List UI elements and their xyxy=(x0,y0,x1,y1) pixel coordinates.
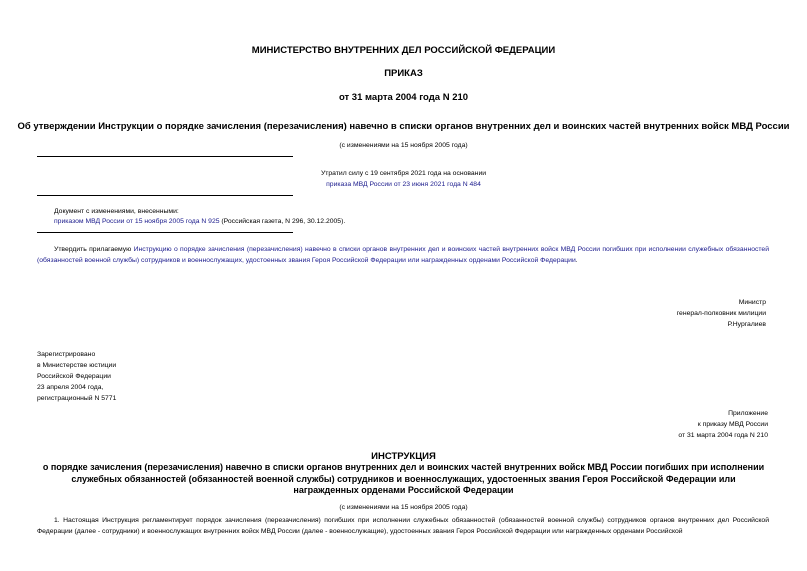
registration-block xyxy=(37,349,116,404)
divider xyxy=(37,156,293,157)
lost-force-text: Утратил силу с 19 сентября 2021 года на основании xyxy=(320,170,487,177)
doc-title: Об утверждении Инструкции о порядке зачисления (перезачисления) навечно в списки органов внутренних дел и воинских частей внутренних войск МВД России xyxy=(17,121,790,132)
lost-force-link[interactable]: приказа МВД России от 23 июня 2021 года N 484 xyxy=(326,181,481,188)
instruction-paragraph-1: 1. Настоящая Инструкция регламентирует порядок зачисления (перезачисления) погибших при исполнении служебных обязанностей (обязанностей военной службы) сотрудников органов внутренних дел Российской Федерации (далее - сотрудники) и военнослужащих внутренних войск МВД России (далее - военнослужащие), удостоенных звания Героя Российской Федерации или награжденных орденами Российской xyxy=(37,517,769,535)
changes-source: (Российская газета, N 296, 30.12.2005). xyxy=(219,218,346,225)
divider xyxy=(37,195,293,196)
appendix-line: к приказу МВД России xyxy=(697,421,768,428)
signature-name: Р.Нургалиев xyxy=(727,321,766,328)
signature-title: Министр xyxy=(738,299,766,306)
doc-type-heading: ПРИКАЗ xyxy=(384,68,423,79)
doc-date-number: от 31 марта 2004 года N 210 xyxy=(338,92,469,103)
registration-line: Зарегистрировано xyxy=(37,351,96,358)
registration-line: регистрационный N 5771 xyxy=(37,395,117,402)
approve-paragraph xyxy=(37,244,769,266)
approve-instruction-link[interactable]: Инструкцию о порядке зачисления (перезачисления) навечно в списки органов внутренних дел и воинских частей внутренних войск МВД России погибших при исполнении служебных обязанностей (обязанностей военной службы) сотрудников и военнослужащих, удостоенных звания Героя Российской Федерации или награжденных орденами Российской Федерации xyxy=(37,246,769,264)
changes-intro: Документ с изменениями, внесенными: xyxy=(54,208,179,215)
instruction-heading: ИНСТРУКЦИЯ xyxy=(371,451,436,462)
appendix-line: от 31 марта 2004 года N 210 xyxy=(678,432,768,439)
appendix-block xyxy=(560,408,768,441)
divider xyxy=(37,232,293,233)
amended-note: (с изменениями на 15 ноября 2005 года) xyxy=(339,142,468,149)
changes-link[interactable]: приказом МВД России от 15 ноября 2005 года N 925 xyxy=(54,218,220,225)
registration-line: 23 апреля 2004 года, xyxy=(37,384,104,391)
instruction-amended: (с изменениями на 15 ноября 2005 года) xyxy=(339,504,468,511)
ministry-heading: МИНИСТЕРСТВО ВНУТРЕННИХ ДЕЛ РОССИЙСКОЙ ФЕДЕРАЦИИ xyxy=(251,45,556,56)
instruction-subtitle: о порядке зачисления (перезачисления) навечно в списки органов внутренних дел и воинских частей внутренних войск МВД России погибших при исполнении служебных обязанностей (обязанностей военной службы) сотрудников и военнослужащих, удостоенных звания Героя Российской Федерации или награжденных орденами Российской Федерации xyxy=(42,462,765,495)
changes-line xyxy=(54,216,345,227)
signature-rank: генерал-полковник милиции xyxy=(676,310,766,317)
appendix-line: Приложение xyxy=(728,410,768,417)
registration-line: в Министерстве юстиции xyxy=(37,362,117,369)
signature-block xyxy=(560,297,766,330)
registration-line: Российской Федерации xyxy=(37,373,111,380)
approve-prefix: Утвердить прилагаемую xyxy=(54,246,134,253)
approve-suffix: . xyxy=(575,257,578,264)
